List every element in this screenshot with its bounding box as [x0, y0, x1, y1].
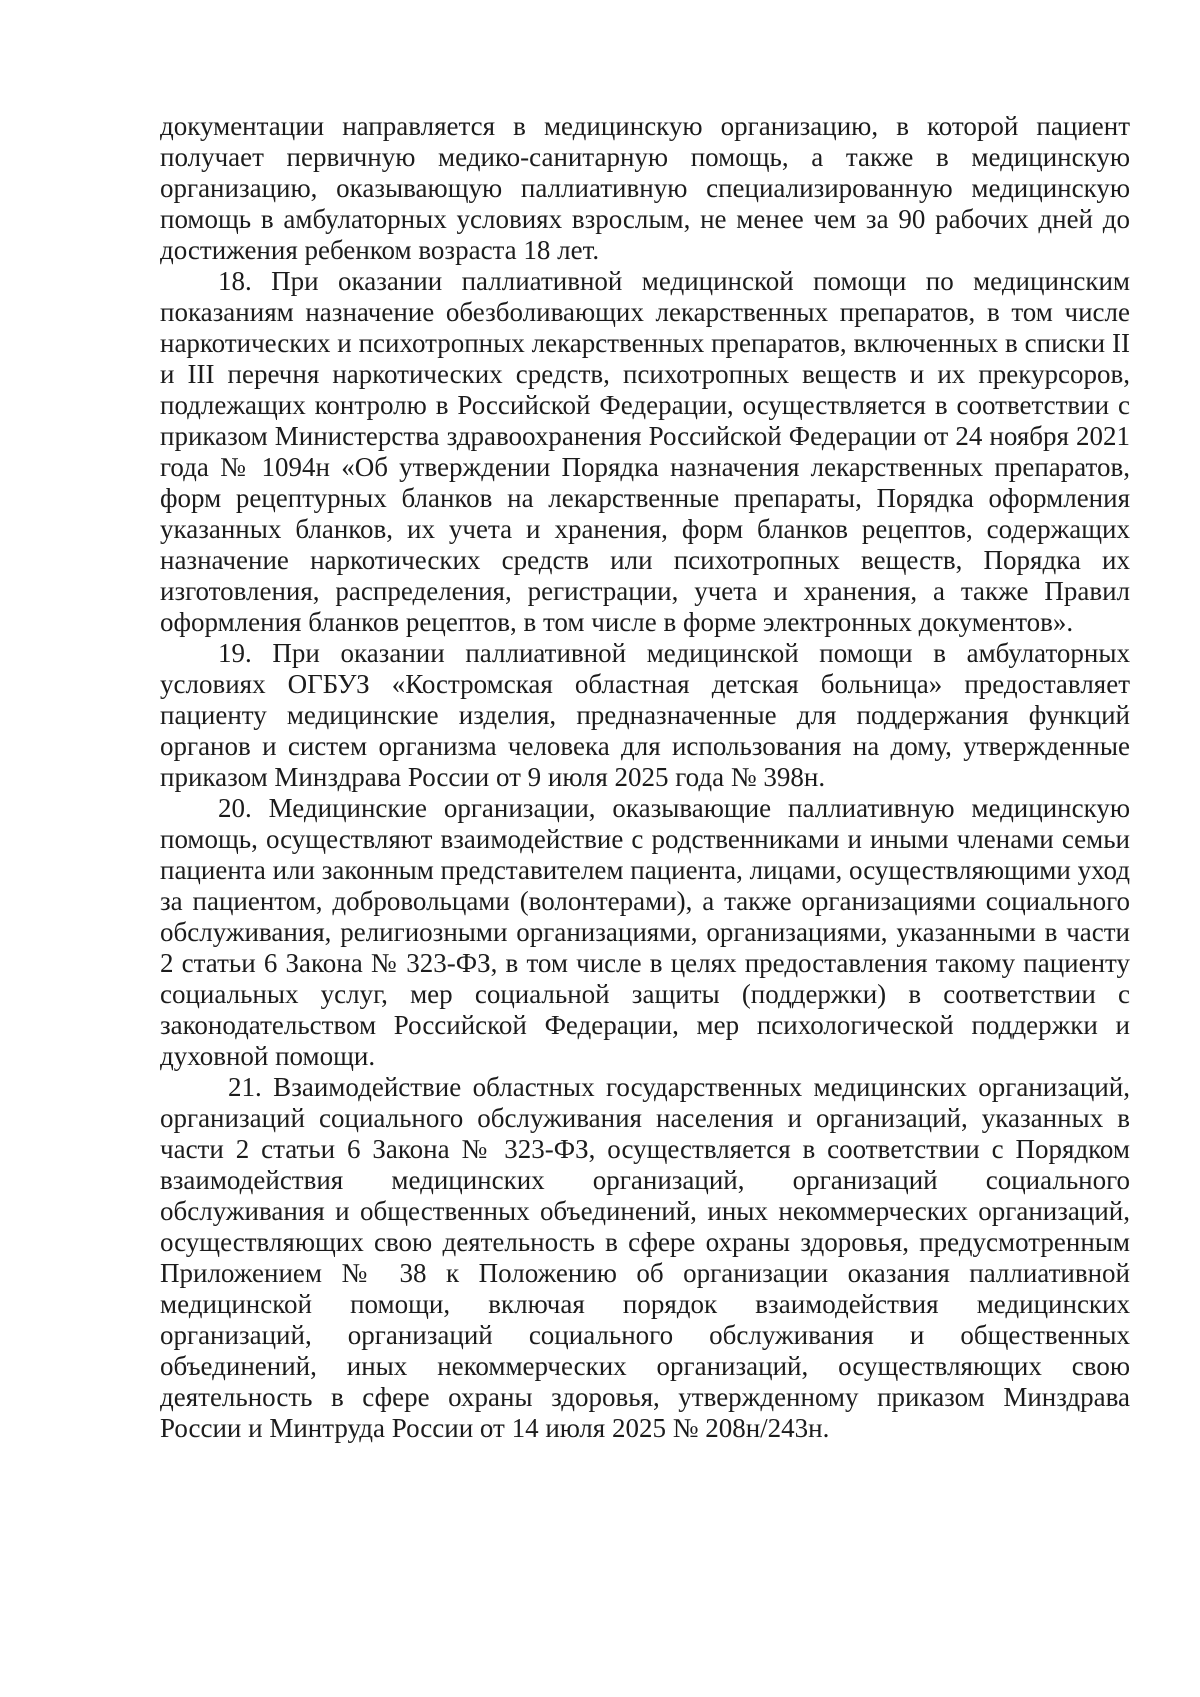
paragraph-21: 21. Взаимодействие областных государственных медицинских организаций, организаций социального обслуживания населения и организаций, указанных в части 2 статьи 6 Закона № 323-ФЗ, осуществляется в соответствии с Порядком взаимодействия медицинских организаций, организаций социального обслуживания и общественных объединений, иных некоммерческих организаций, осуществляющих свою деятельность в сфере охраны здоровья, предусмотренным Приложением № 38 к Положению об организации оказания паллиативной медицинской помощи, включая порядок взаимодействия медицинских организаций, организаций социального обслуживания и общественных объединений, иных некоммерческих организаций, осуществляющих свою деятельность в сфере охраны здоровья, утвержденному приказом Минздрава России и Минтруда России от 14 июля 2025 № 208н/243н.	[160, 1072, 1130, 1443]
document-body	[160, 111, 1130, 1444]
paragraph-19: 19. При оказании паллиативной медицинской помощи в амбулаторных условиях ОГБУЗ «Костромская областная детская больница» предоставляет пациенту медицинские изделия, предназначенные для поддержания функций органов и систем организма человека для использования на дому, утвержденные приказом Минздрава России от 9 июля 2025 года № 398н.	[160, 638, 1130, 792]
paragraph-20: 20. Медицинские организации, оказывающие паллиативную медицинскую помощь, осуществляют взаимодействие с родственниками и иными членами семьи пациента или законным представителем пациента, лицами, осуществляющими уход за пациентом, добровольцами (волонтерами), а также организациями социального обслуживания, религиозными организациями, организациями, указанными в части 2 статьи 6 Закона № 323-ФЗ, в том числе в целях предоставления такому пациенту социальных услуг, мер социальной защиты (поддержки) в соответствии с законодательством Российской Федерации, мер психологической поддержки и духовной помощи.	[160, 793, 1130, 1071]
paragraph-18: 18. При оказании паллиативной медицинской помощи по медицинским показаниям назначение обезболивающих лекарственных препаратов, в том числе наркотических и психотропных лекарственных препаратов, включенных в списки II и III перечня наркотических средств, психотропных веществ и их прекурсоров, подлежащих контролю в Российской Федерации, осуществляется в соответствии с приказом Министерства здравоохранения Российской Федерации от 24 ноября 2021 года № 1094н «Об утверждении Порядка назначения лекарственных препаратов, форм рецептурных бланков на лекарственные препараты, Порядка оформления указанных бланков, их учета и хранения, форм бланков рецептов, содержащих назначение наркотических средств или психотропных веществ, Порядка их изготовления, распределения, регистрации, учета и хранения, а также Правил оформления бланков рецептов, в том числе в форме электронных документов».	[160, 266, 1130, 637]
paragraph-continuation: документации направляется в медицинскую организацию, в которой пациент получает первичную медико-санитарную помощь, а также в медицинскую организацию, оказывающую паллиативную специализированную медицинскую помощь в амбулаторных условиях взрослым, не менее чем за 90 рабочих дней до достижения ребенком возраста 18 лет.	[160, 111, 1130, 265]
